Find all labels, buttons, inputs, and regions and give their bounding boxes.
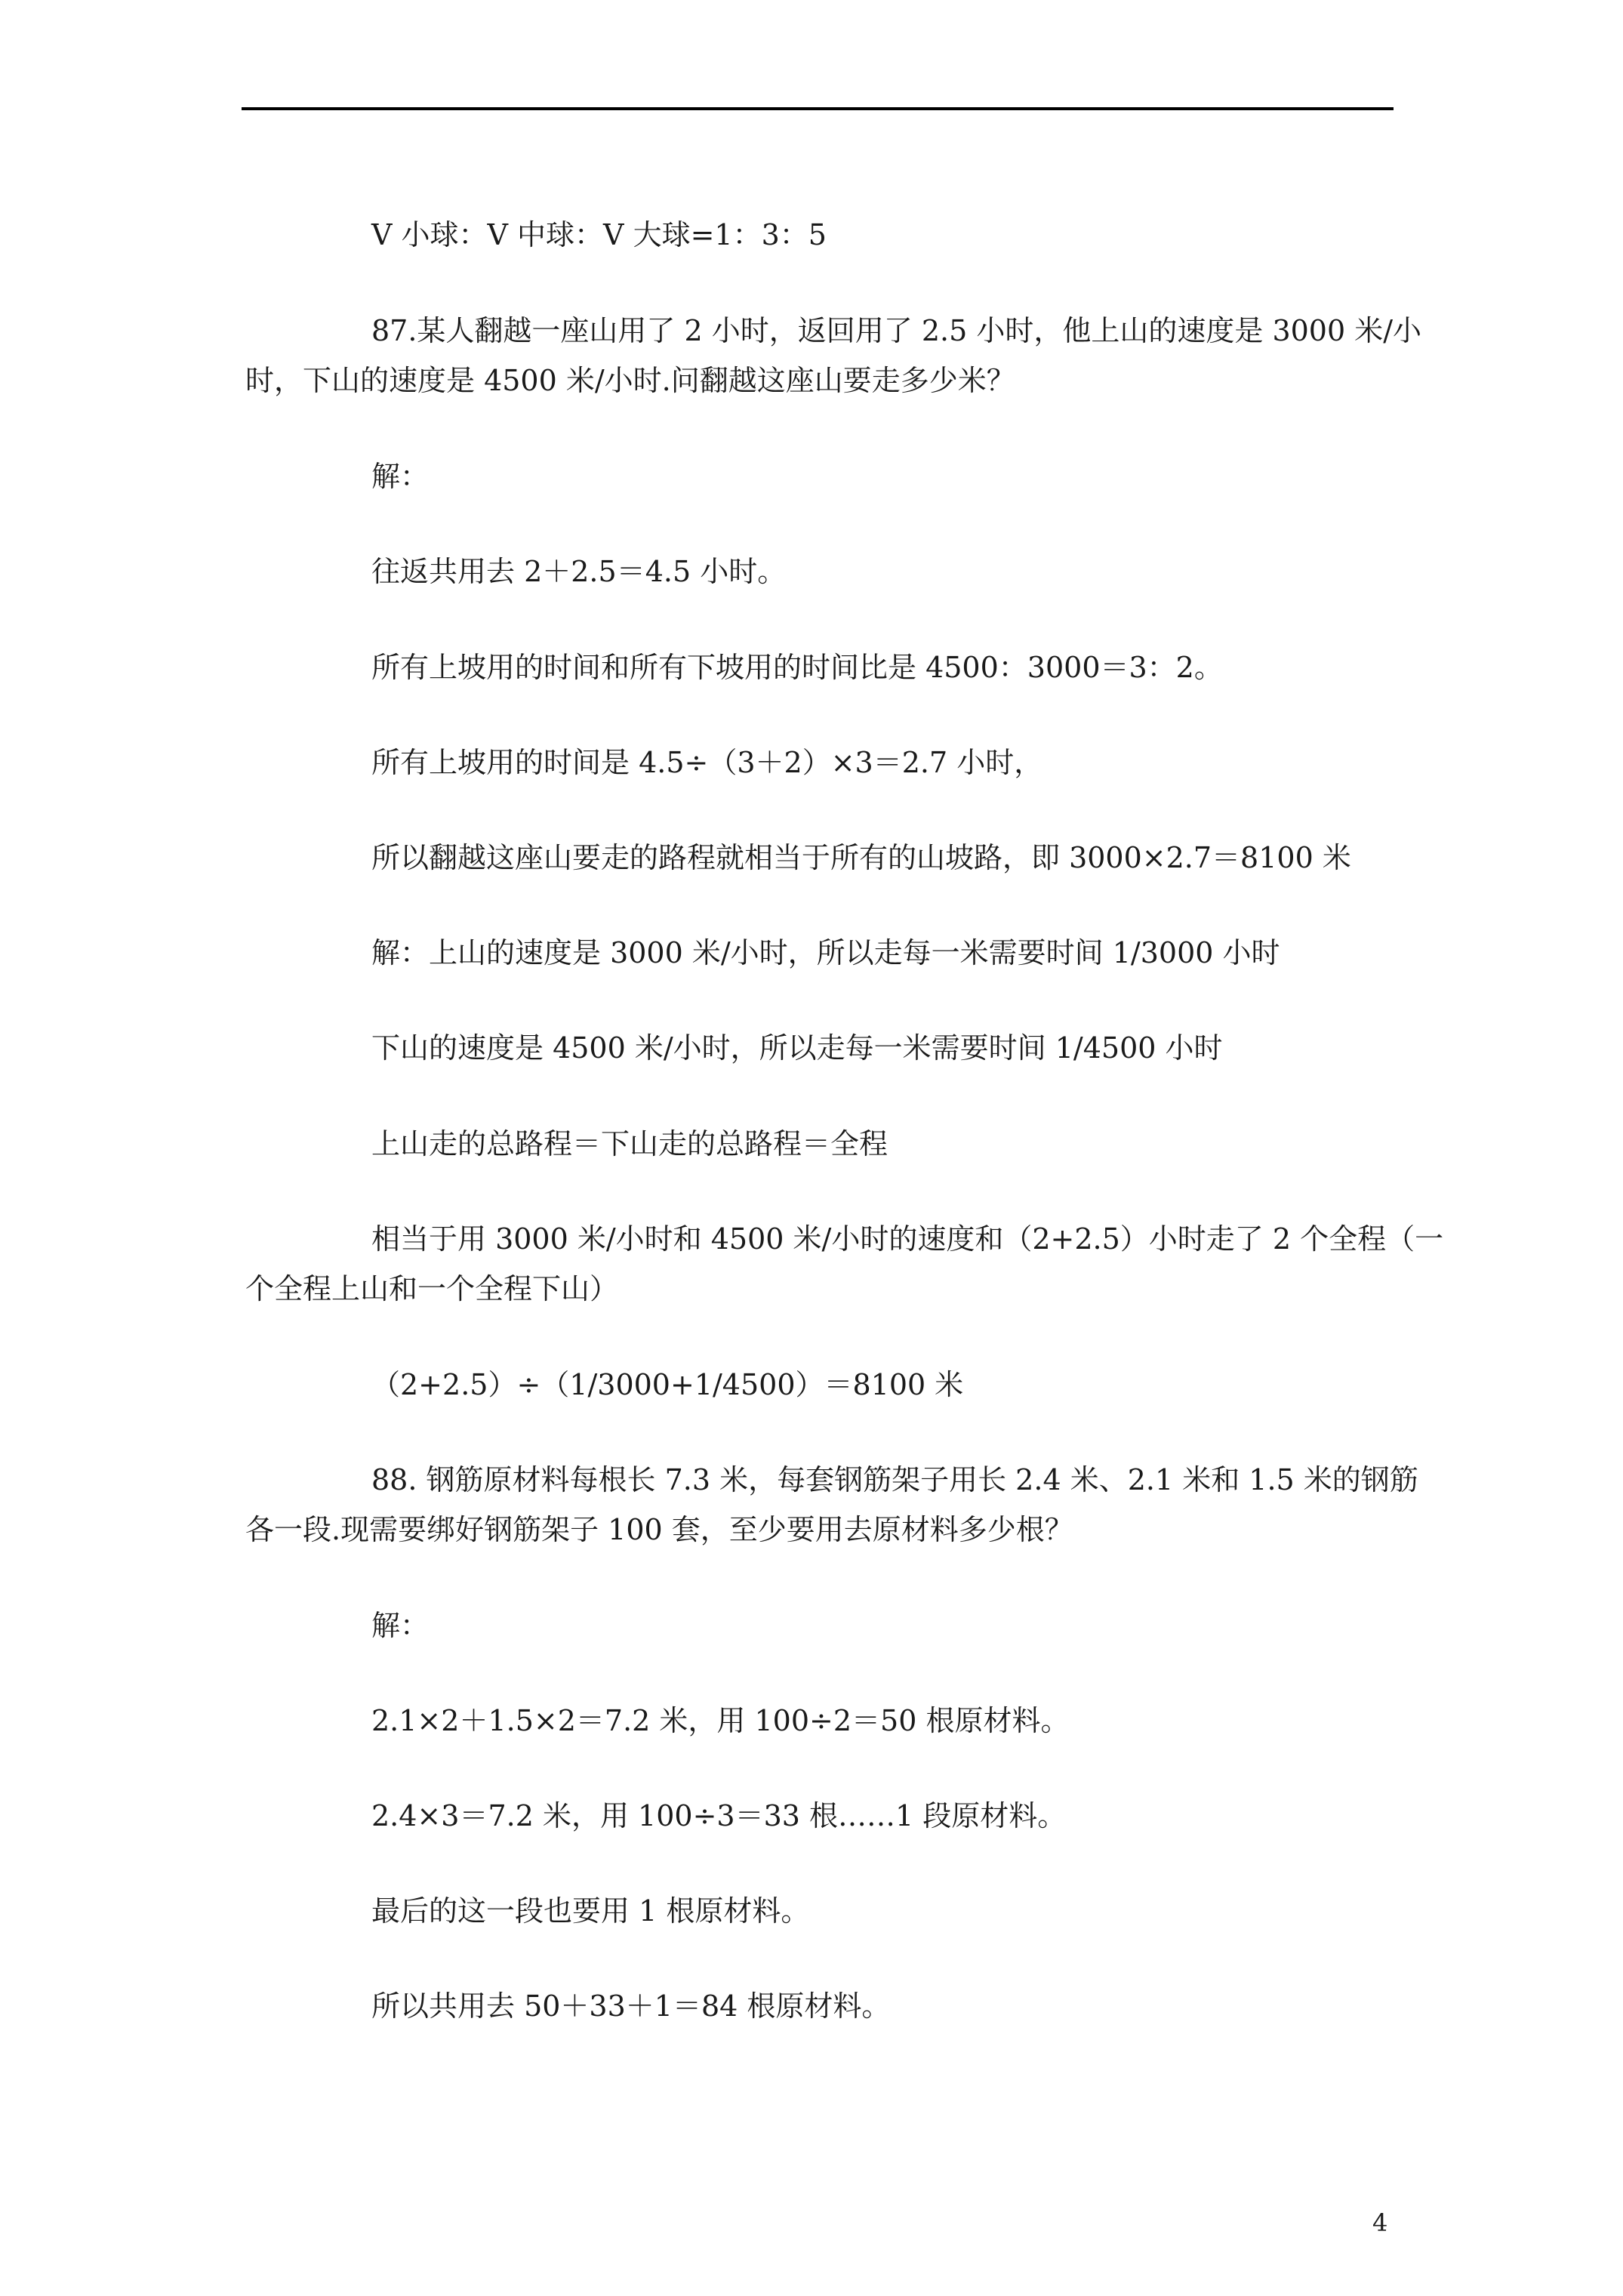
problem-87-alt-step-3: 上山走的总路程＝下山走的总路程＝全程 (371, 1127, 888, 1160)
problem-87-alt-step-2: 下山的速度是 4500 米/小时，所以走每一米需要时间 1/4500 小时 (371, 1031, 1223, 1065)
problem-88-question-line-1: 88. 钢筋原材料每根长 7.3 米，每套钢筋架子用长 2.4 米、2.1 米和 1.5 米的钢筋 (371, 1463, 1418, 1496)
problem-87-question-line-1: 87.某人翻越一座山用了 2 小时，返回用了 2.5 小时，他上山的速度是 3000 米/小 (371, 314, 1422, 347)
page-number: 4 (1372, 2208, 1388, 2237)
problem-88-solution-label: 解： (371, 1609, 430, 1642)
ratio-line: V 小球：V 中球：V 大球=1：3：5 (371, 218, 827, 251)
problem-87-alt-step-1: 解：上山的速度是 3000 米/小时，所以走每一米需要时间 1/3000 小时 (371, 936, 1280, 969)
problem-87-solution-label: 解： (371, 460, 430, 493)
problem-87-step-3: 所有上坡用的时间是 4.5÷（3＋2）×3＝2.7 小时， (371, 746, 1043, 779)
problem-87-question-line-2: 时，下山的速度是 4500 米/小时.问翻越这座山要走多少米？ (245, 364, 1015, 397)
problem-87-alt-step-5: （2+2.5）÷（1/3000+1/4500）＝8100 米 (371, 1368, 964, 1401)
problem-87-alt-step-4-line-2: 个全程上山和一个全程下山） (245, 1272, 619, 1305)
problem-88-step-3: 最后的这一段也要用 1 根原材料。 (371, 1894, 810, 1928)
header-rule (242, 107, 1394, 110)
problem-88-step-1: 2.1×2＋1.5×2＝7.2 米，用 100÷2＝50 根原材料。 (371, 1704, 1070, 1737)
problem-88-question-line-2: 各一段.现需要绑好钢筋架子 100 套，至少要用去原材料多少根？ (245, 1513, 1073, 1546)
problem-88-step-2: 2.4×3＝7.2 米，用 100÷3＝33 根……1 段原材料。 (371, 1799, 1067, 1832)
problem-87-alt-step-4-line-1: 相当于用 3000 米/小时和 4500 米/小时的速度和（2+2.5）小时走了 2 个全程（一 (371, 1222, 1444, 1256)
problem-87-step-4: 所以翻越这座山要走的路程就相当于所有的山坡路，即 3000×2.7＝8100 米 (371, 841, 1351, 874)
problem-87-step-1: 往返共用去 2＋2.5＝4.5 小时。 (371, 555, 787, 588)
problem-88-step-4: 所以共用去 50＋33＋1＝84 根原材料。 (371, 1989, 891, 2023)
problem-87-step-2: 所有上坡用的时间和所有下坡用的时间比是 4500：3000＝3：2。 (371, 651, 1223, 684)
